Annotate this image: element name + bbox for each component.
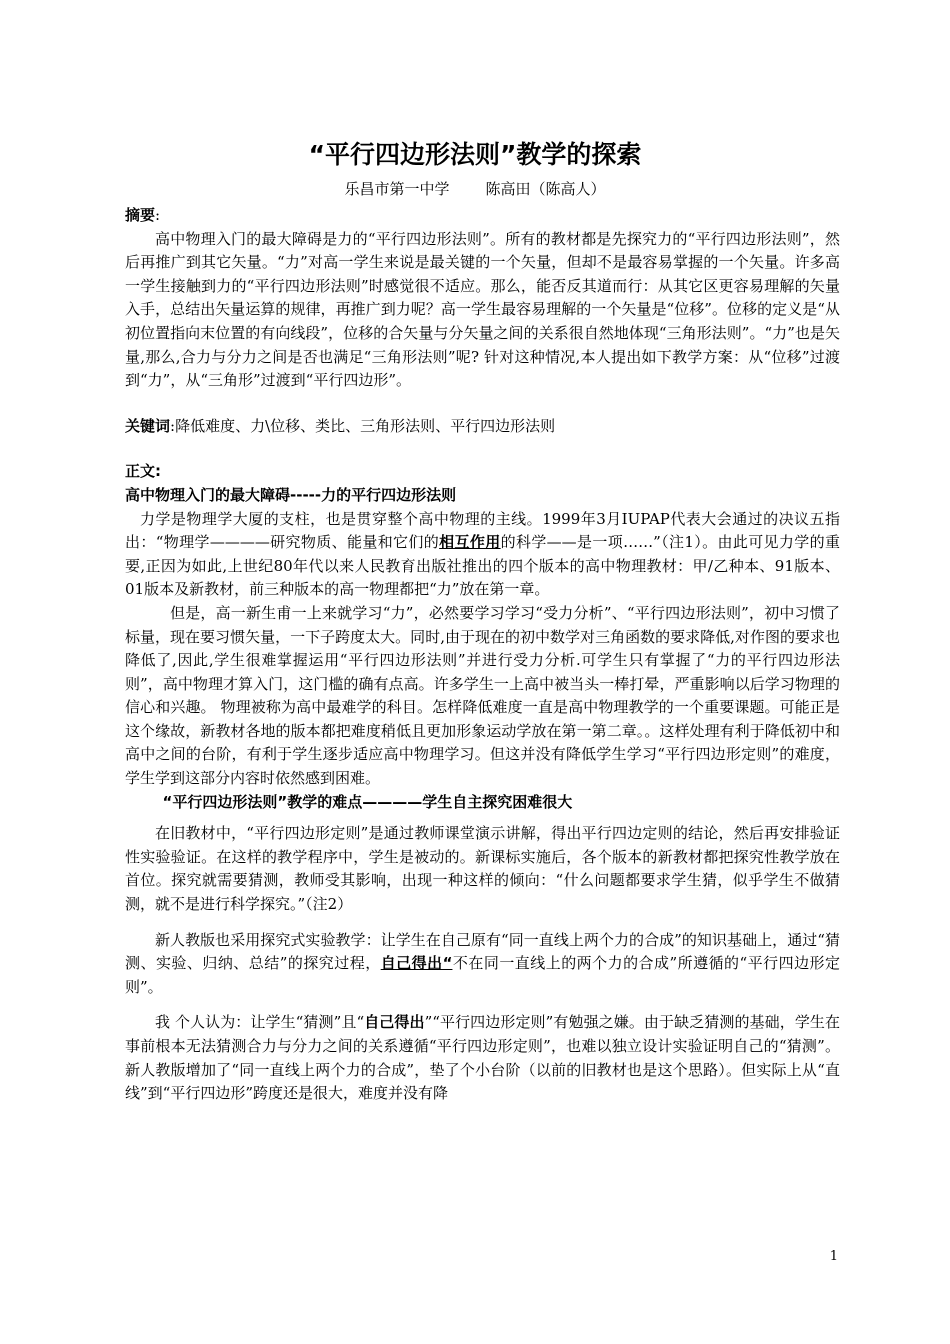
abstract-text: 高中物理入门的最大障碍是力的“平行四边形法则”。所有的教材都是先探究力的“平行四边形法则”，然后再推广到其它矢量。“力”对高一学生来说是最关键的一个矢量，但却不是最容易掌握的一个矢量。许多高一学生接触到力的“平行四边形法则”时感觉很不适应。那么，能否反其道而行：从其它区更容易理解的矢量入手，总结出矢量运算的规律，再推广到力呢？高一学生最容易理解的一个矢量是“位移”。位移的定义是“从初位置指向末位置的有向线段”，位移的合矢量与分矢量之间的关系很自然地体现“三角形法则”。“力”也是矢量,那么,合力与分力之间是否也满足“三角形法则”呢? 针对这种情况,本人提出如下教学方案：从“位移”过渡到“力”，从“三角形”过渡到“平行四边形”。 — [125, 229, 840, 390]
p5-emphasis: 自己得出 — [364, 1013, 425, 1032]
keywords-line — [125, 415, 840, 439]
section-heading-1: 高中物理入门的最大障碍-----力的平行四边形法则 — [125, 485, 457, 504]
paragraph-1 — [125, 508, 840, 602]
paragraph-2: 但是，高一新生甫一上来就学习“力”，必然要学习学习“受力分析”、“平行四边形法则”，初中习惯了标量，现在要习惯矢量，一下子跨度太大。同时,由于现在的初中数学对三角函数的要求降低,对作图的要求也降低了,因此,学生很难掌握运用“平行四边形法则”并进行受力分析.可学生只有掌握了“力的平行四边形法则”，高中物理才算入门，这门槛的确有点高。许多学生一上高中被当头一棒打晕，严重影响以后学习物理的信心和兴趣。 物理被称为高中最难学的科目。怎样降低难度一直是高中物理教学的一个重要课题。可能正是这个缘故，新教材各地的版本都把难度稍低且更加形象运动学放在第一第二章。。这样处理有利于降低初中和高中之间的台阶，有利于学生逐步适应高中物理学习。但这并没有降低学生学习“平行四边形定则”的难度，学生学到这部分内容时依然感到困难。 — [125, 603, 840, 788]
spacer — [125, 438, 840, 460]
p4-emphasis: 自己得出“ — [380, 954, 453, 973]
document-content — [125, 204, 840, 1106]
abstract-colon: : — [155, 206, 161, 224]
abstract-heading — [125, 204, 840, 228]
keywords-label: 关键词 — [125, 416, 171, 435]
keywords-text: :降低难度、力\位移、类比、三角形法则、平行四边形法则 — [170, 416, 556, 435]
section-heading-2: “平行四边形法则”教学的难点————学生自主探究困难很大 — [162, 792, 573, 811]
spacer — [125, 999, 840, 1011]
paragraph-5 — [125, 1011, 840, 1105]
p1-text-c: 的科学——是一项……”（注1）。由此可见力学的重要,正因为如此,上世纪80年代以来人民教育出版社推出的四个版本的高中物理教材：甲/乙种本、91版本、01版本及新教材，前三种版本的高一物理都把“力”放在第一章。 — [125, 533, 840, 599]
p1-emphasis: 相互作用 — [439, 533, 501, 552]
paragraph-3: 在旧教材中，“平行四边形定则”是通过教师课堂演示讲解，得出平行四边定则的结论，然后再安排验证性实验验证。在这样的教学程序中，学生是被动的。新课标实施后，各个版本的新教材都把探究性教学放在首位。探究就需要猜测，教师受其影响，出现一种这样的倾向：“什么问题都要求学生猜，似乎学生不做猜测，就不是进行科学探究。”（注2） — [125, 824, 840, 914]
spacer — [125, 393, 840, 415]
document-title: “平行四边形法则”教学的探索 — [308, 140, 642, 169]
school-name: 乐昌市第一中学 — [344, 180, 450, 198]
p4-text-a: 新人教版也采用探究式实验教学：让学生在自己原有“同一直线上两个力的合成”的知识基础上，通过“猜测、实验、归纳、总结”的探究过程， — [125, 930, 840, 973]
p5-text-a: 我 个人认为：让学生“猜测”且“ — [155, 1013, 365, 1032]
paragraph-4 — [125, 929, 840, 1000]
p5-text-c: ”“平行四边形定则”有勉强之嫌。由于缺乏猜测的基础，学生在事前根本无法猜测合力与分力之间的关系遵循“平行四边形定则”，也难以独立设计实验证明自己的“猜测”。新人教版增加了“同一直线上两个力的合成”，垫了个小台阶（以前的旧教材也是这个思路）。但实际上从“直线”到“平行四边形”跨度还是很大，难度并没有降 — [125, 1013, 840, 1103]
page-number: 1 — [829, 1249, 838, 1264]
abstract-label: 摘要 — [125, 206, 156, 224]
author-name: 陈高田（陈高人） — [485, 180, 606, 198]
p4-text-c: 不在同一直线上的两个力的合成”所遵循的“平行四边形定则”。 — [125, 954, 841, 996]
p1-text-a: 力学是物理学大厦的支柱，也是贯穿整个高中物理的主线。1999年3月IUPAP代表大会通过的决议五指出：“物理学————研究物质、能量和它们的 — [125, 509, 840, 552]
spacer — [125, 814, 840, 822]
spacer — [125, 917, 840, 929]
byline — [0, 178, 950, 199]
body-label: 正文: — [125, 462, 161, 481]
